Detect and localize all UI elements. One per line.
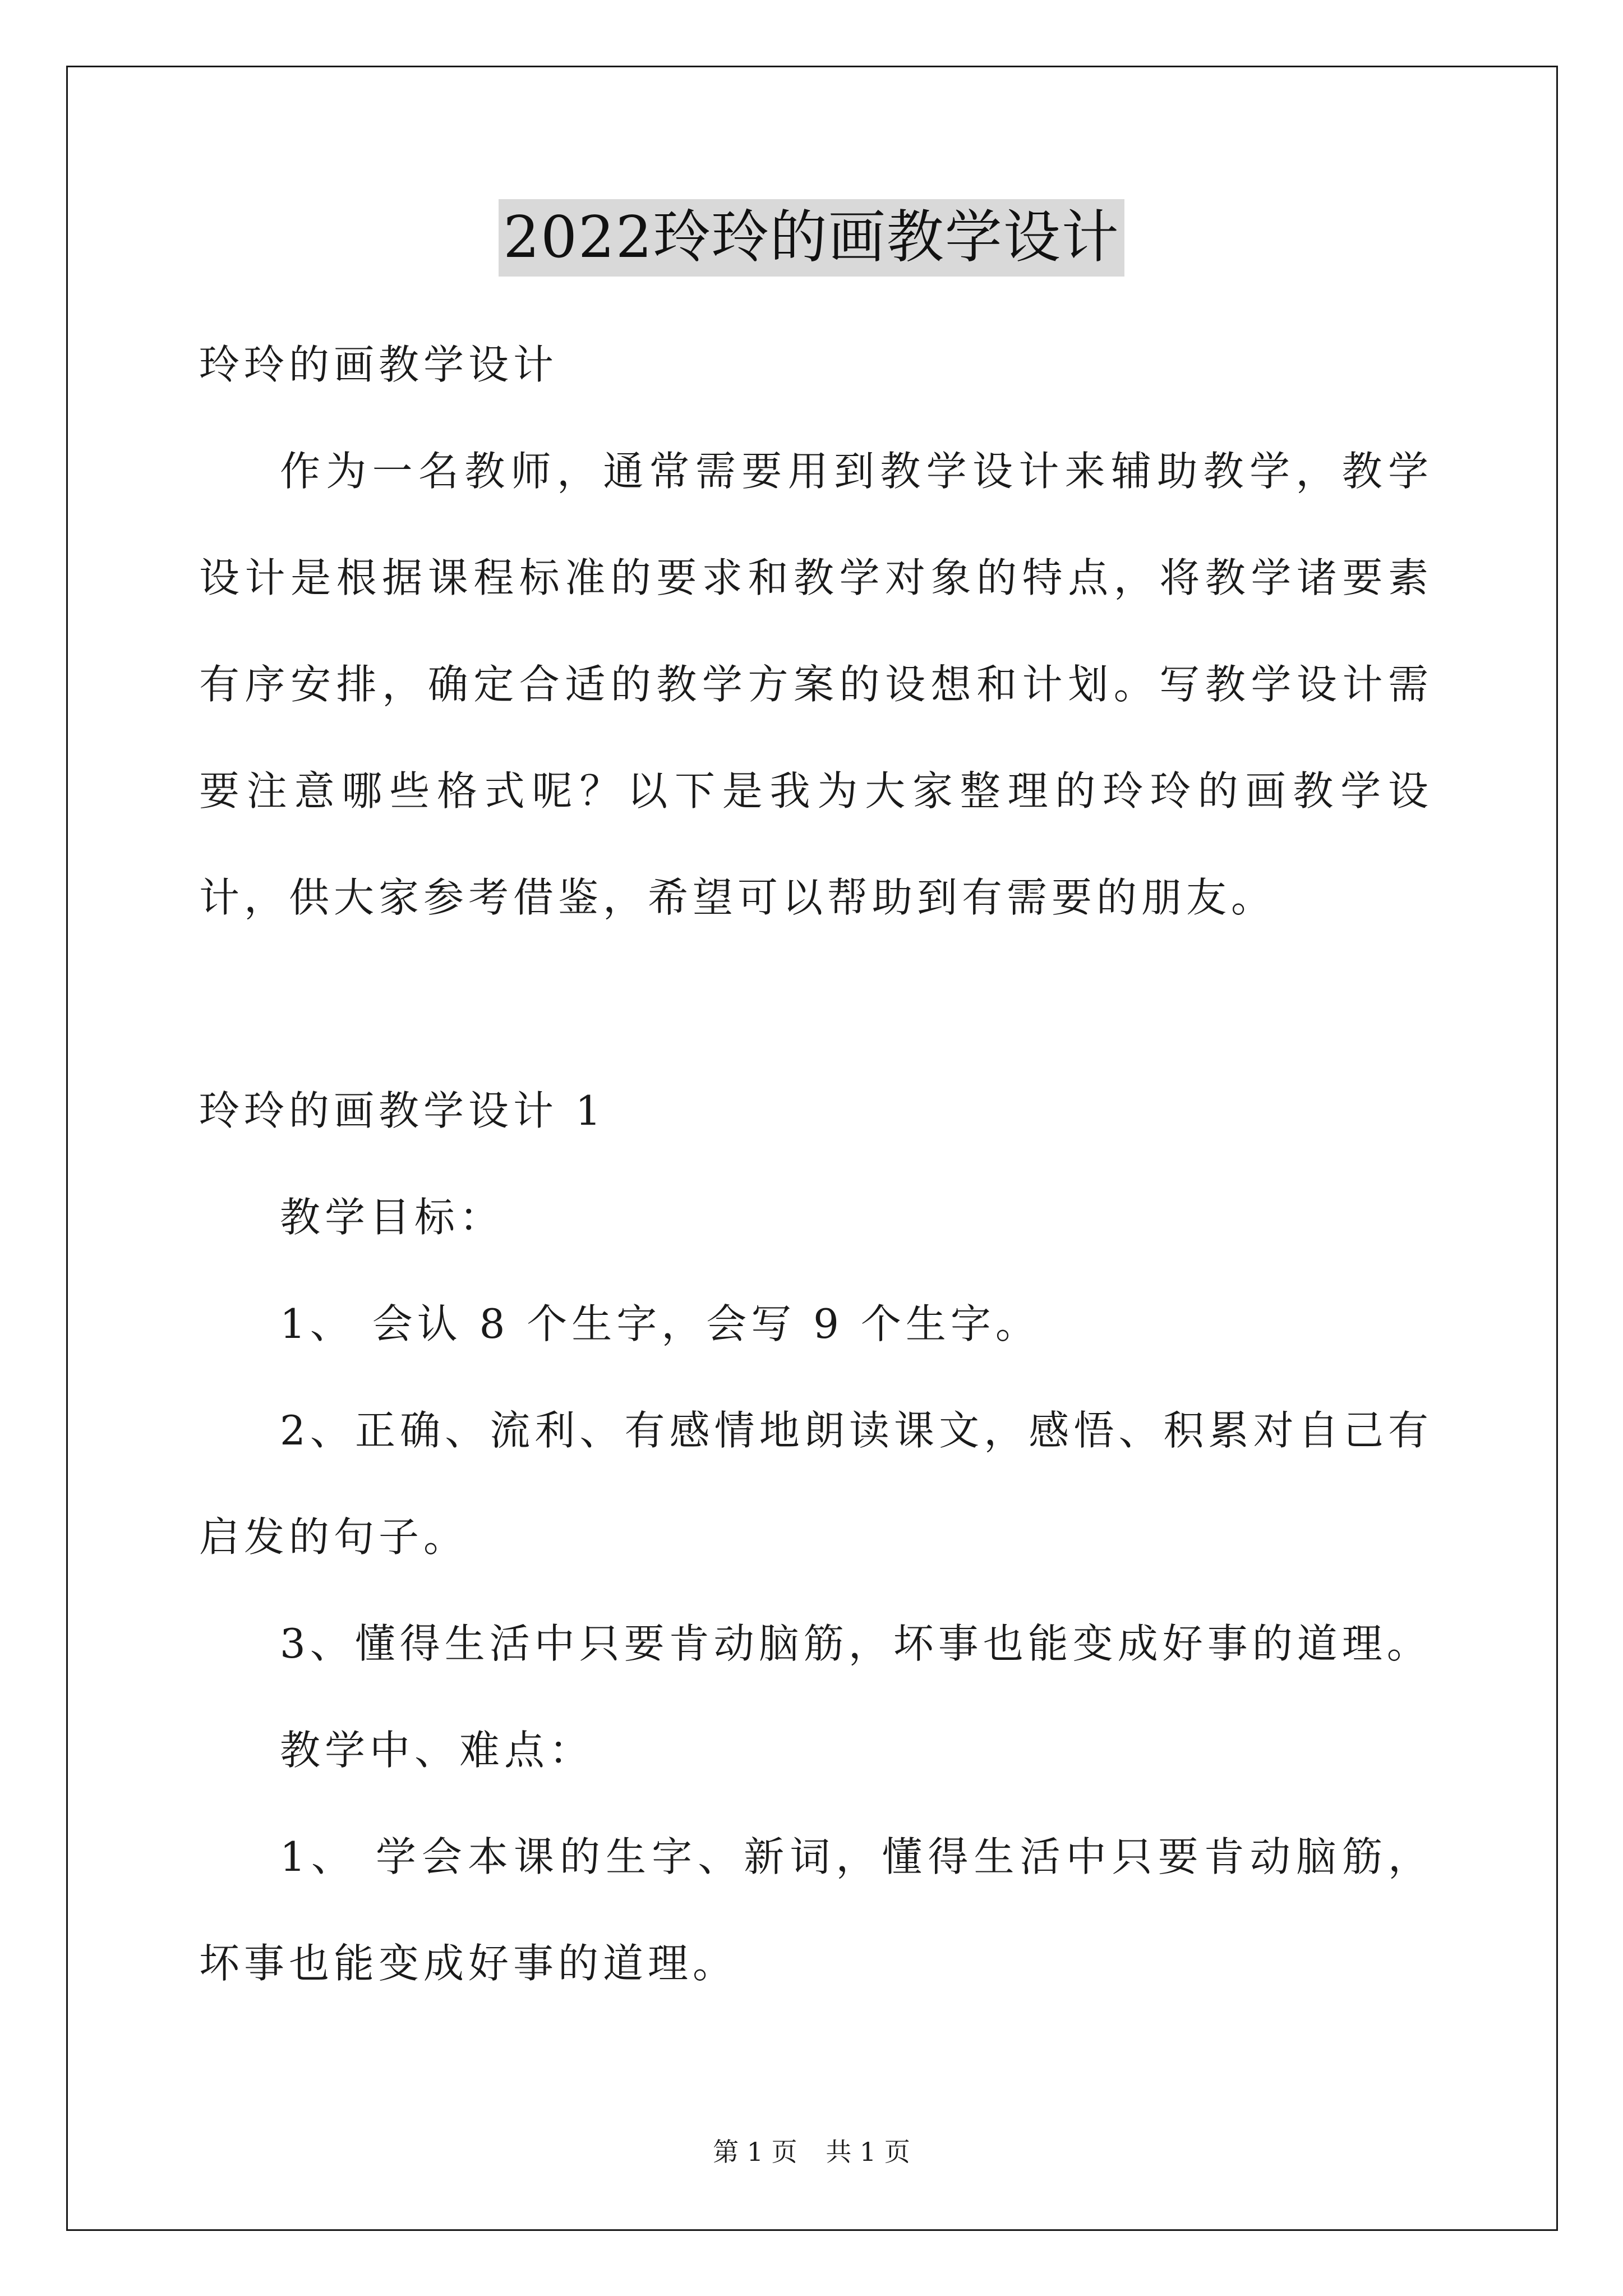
document-title: 2022玲玲的画教学设计 — [499, 199, 1124, 277]
page-number-current: 第 1 页 — [713, 2137, 797, 2167]
goal-item-3: 3、懂得生活中只要肯动脑筋，坏事也能变成好事的道理。 — [280, 1620, 1432, 1667]
page-footer — [0, 2132, 1623, 2169]
section-heading: 玲玲的画教学设计 1 — [199, 1087, 606, 1134]
goals-label: 教学目标： — [280, 1194, 505, 1241]
document-subtitle: 玲玲的画教学设计 — [199, 341, 559, 388]
goal-item-2: 2、正确、流利、有感情地朗读课文，感悟、积累对自己有启发的句子。 — [199, 1407, 1433, 1561]
key-points-label: 教学中、难点： — [280, 1727, 594, 1774]
page-number-total: 共 1 页 — [826, 2137, 910, 2167]
title-container — [0, 199, 1623, 277]
key-point-item-1: 1、 学会本课的生字、新词，懂得生活中只要肯动脑筋，坏事也能变成好事的道理。 — [199, 1833, 1433, 1987]
intro-paragraph: 作为一名教师，通常需要用到教学设计来辅助教学，教学设计是根据课程标准的要求和教学对象的特点，将教学诸要素有序安排，确定合适的教学方案的设想和计划。写教学设计需要注意哪些格式呢？以下是我为大家整理的玲玲的画教学设计，供大家参考借鉴，希望可以帮助到有需要的朋友。 — [199, 448, 1433, 921]
paragraph-gap — [199, 951, 1433, 1057]
document-body — [199, 311, 1433, 2017]
goal-item-1: 1、 会认 8 个生字，会写 9 个生字。 — [280, 1300, 1040, 1347]
